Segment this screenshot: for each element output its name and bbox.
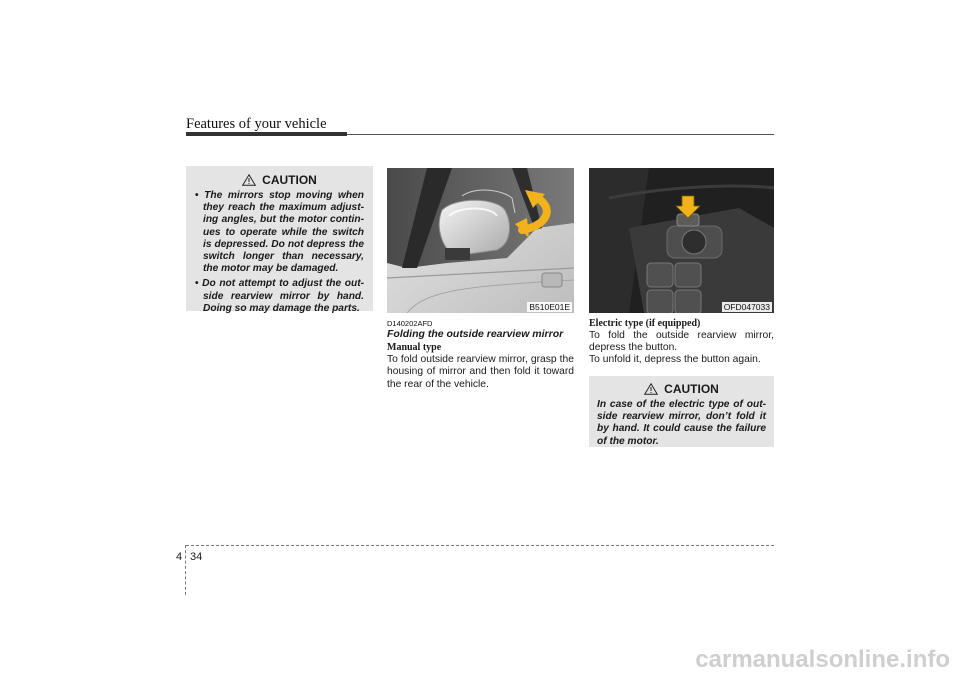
page-number: 34 bbox=[190, 551, 203, 563]
caution-box-right bbox=[589, 376, 774, 447]
caution-list bbox=[195, 190, 364, 315]
electric-type-text-2: To unfold it, depress the button again. bbox=[589, 354, 761, 365]
section-title: Folding the outside rearview mirror bbox=[387, 328, 564, 340]
watermark: carmanualsonline.info bbox=[695, 646, 950, 673]
switch-illustration bbox=[589, 168, 774, 313]
caution-label: CAUTION bbox=[664, 382, 719, 396]
footer-rule bbox=[186, 545, 774, 546]
caution-label: CAUTION bbox=[262, 173, 317, 187]
mirror-switch-photo bbox=[589, 168, 774, 313]
manual-type-text: To fold outside rearview mirror, grasp the housing of mirror and then fold it toward the rear of the vehicle. bbox=[387, 354, 574, 390]
warning-triangle-icon bbox=[644, 383, 658, 395]
mirror-folding-photo bbox=[387, 168, 574, 313]
manual-type-heading: Manual type bbox=[387, 342, 442, 353]
caution-box-left bbox=[186, 166, 373, 314]
electric-type-text: To fold the outside rearview mirror, depress the button. bbox=[589, 330, 774, 354]
chapter-number: 4 bbox=[176, 551, 183, 563]
caution-heading-left bbox=[195, 173, 364, 187]
warning-triangle-icon bbox=[242, 174, 256, 186]
mirror-illustration bbox=[387, 168, 574, 313]
figure-code: OFD047033 bbox=[723, 302, 770, 312]
footer-vertical-rule bbox=[185, 545, 186, 595]
page-header-title: Features of your vehicle bbox=[186, 116, 327, 132]
header-rule-accent bbox=[186, 132, 347, 136]
caution-text: In case of the electric type of out-side rearview mirror, don’t fold it by hand. It could cause the failure of the motor. bbox=[597, 399, 766, 447]
caution-item: • The mirrors stop moving when they reach the maximum adjust-ing angles, but the motor contin-ues to operate while the switch is depressed. Do not depress the switch longer than necessary, the motor may be damaged. bbox=[195, 190, 364, 275]
caution-heading-right bbox=[597, 382, 766, 396]
electric-type-heading: Electric type (if equipped) bbox=[589, 318, 701, 329]
section-code: D140202AFD bbox=[387, 319, 433, 328]
figure-code: B510E01E bbox=[529, 302, 570, 312]
caution-item: • Do not attempt to adjust the out-side rearview mirror by hand. Doing so may damage the parts. bbox=[195, 278, 364, 315]
